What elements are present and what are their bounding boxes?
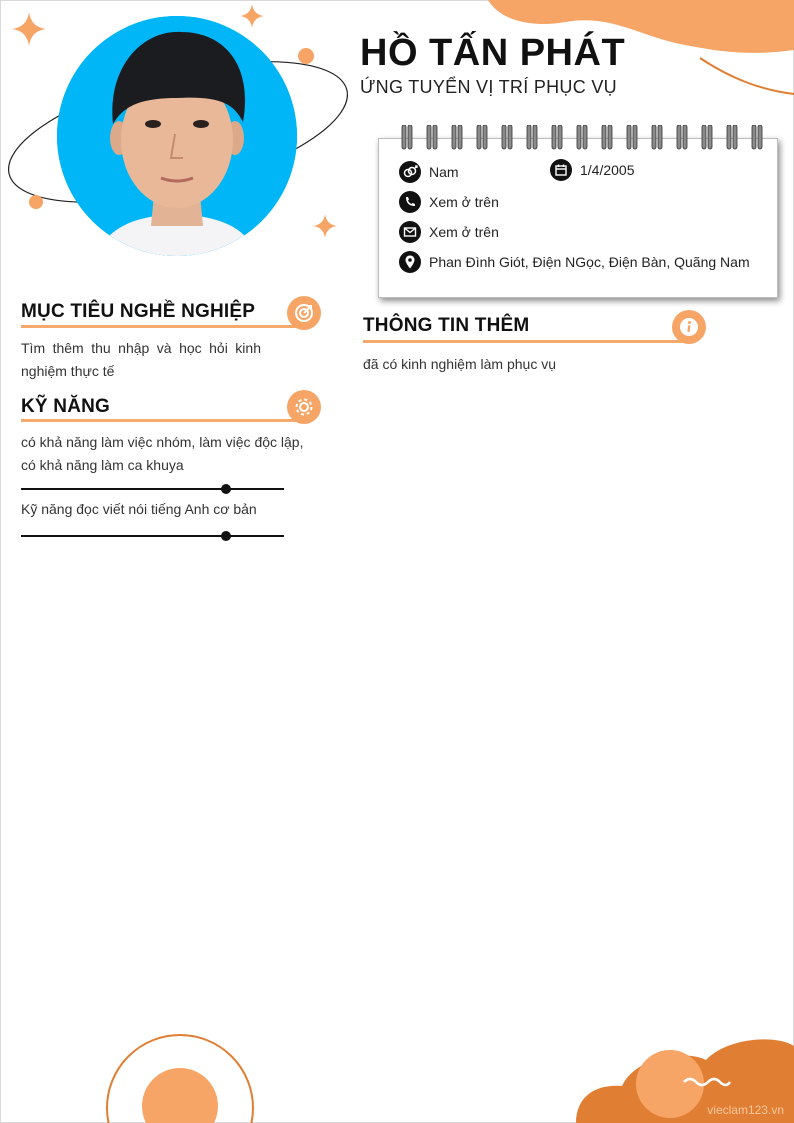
skills-icon-badge (287, 390, 321, 424)
contact-gender (399, 161, 459, 183)
candidate-name: HỒ TẤN PHÁT (360, 32, 626, 74)
contact-birthday (550, 159, 635, 181)
skill-2-level-dot (221, 531, 231, 541)
watermark: vieclam123.vn (707, 1103, 784, 1117)
birthday-value: 1/4/2005 (580, 162, 635, 178)
additional-info-text: đã có kinh nghiệm làm phục vụ (363, 356, 556, 372)
sparkle-decoration (240, 4, 264, 28)
additional-info-icon-badge (672, 310, 706, 344)
career-goal-text: Tìm thêm thu nhập và học hỏi kinh nghiệm thực tế (21, 340, 261, 379)
additional-info-title: THÔNG TIN THÊM (363, 315, 530, 336)
spiral-ring (402, 125, 412, 149)
spiral-ring (727, 125, 737, 149)
career-goal-underline (21, 325, 311, 328)
additional-info-underline (363, 340, 683, 343)
skill-2-bar (21, 535, 284, 537)
skill-1-text: có khả năng làm việc nhóm, làm việc độc lập, có khả năng làm ca khuya (21, 434, 304, 473)
contact-address (399, 251, 750, 273)
spiral-ring (502, 125, 512, 149)
info-icon (678, 316, 700, 338)
skill-2-text: Kỹ năng đọc viết nói tiếng Anh cơ bản (21, 501, 257, 517)
skills-underline (21, 419, 311, 422)
career-goal-icon-badge (287, 296, 321, 330)
target-icon (293, 302, 315, 324)
spiral-ring (427, 125, 437, 149)
contact-email (399, 221, 499, 243)
skills-title: KỸ NĂNG (21, 396, 111, 417)
map-pin-icon (399, 251, 421, 273)
spiral-ring (527, 125, 537, 149)
spiral-ring (452, 125, 462, 149)
calendar-icon (550, 159, 572, 181)
notepad-spiral-binding (398, 125, 766, 151)
spiral-ring (752, 125, 762, 149)
spiral-ring (627, 125, 637, 149)
applied-position: ỨNG TUYỂN VỊ TRÍ PHỤC VỤ (360, 77, 617, 97)
spiral-ring (477, 125, 487, 149)
email-value: Xem ở trên (429, 224, 499, 240)
gear-icon (293, 396, 315, 418)
profile-photo (57, 16, 297, 256)
spiral-ring (677, 125, 687, 149)
spiral-ring (552, 125, 562, 149)
spiral-ring (702, 125, 712, 149)
gender-icon (399, 161, 421, 183)
avatar (57, 16, 297, 256)
career-goal-title: MỤC TIÊU NGHỀ NGHIỆP (21, 301, 256, 322)
spiral-ring (602, 125, 612, 149)
spiral-ring (577, 125, 587, 149)
phone-value: Xem ở trên (429, 194, 499, 210)
address-value: Phan Đình Giót, Điện NGọc, Điện Bàn, Quãng Nam (429, 254, 750, 270)
spiral-ring (652, 125, 662, 149)
gender-value: Nam (429, 164, 459, 180)
skill-1-bar (21, 488, 284, 490)
bottom-left-circle-decoration (100, 1030, 260, 1123)
contact-phone (399, 191, 499, 213)
envelope-icon (399, 221, 421, 243)
phone-icon (399, 191, 421, 213)
skill-1-level-dot (221, 484, 231, 494)
contact-card (378, 138, 778, 298)
